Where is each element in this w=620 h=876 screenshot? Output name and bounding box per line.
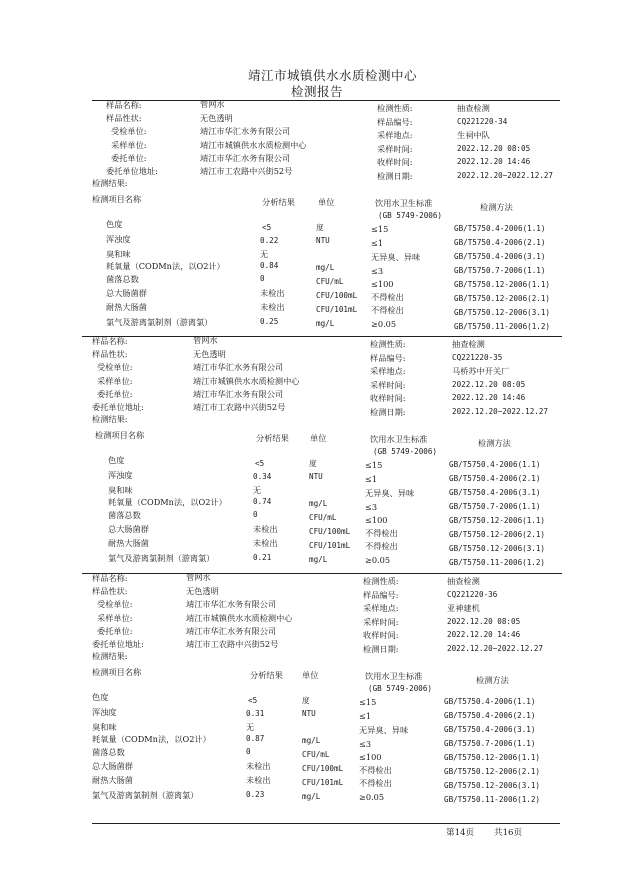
item-result: 未检出 xyxy=(260,302,285,312)
item-unit: NTU xyxy=(316,236,330,245)
item-unit: NTU xyxy=(302,709,316,718)
value-sampling-site: 马桥苏中开关厂 xyxy=(452,366,510,377)
item-standard: ≥0.05 xyxy=(359,792,385,802)
col-header-unit: 单位 xyxy=(318,197,335,207)
item-unit: CFU/100mL xyxy=(316,291,358,300)
item-unit: mg/L xyxy=(316,263,335,272)
value-sampling-time: 2022.12.20 08:05 xyxy=(452,379,526,389)
item-unit: CFU/mL xyxy=(309,513,337,522)
value-entrusting-address: 靖江市工农路中兴街52号 xyxy=(200,166,293,176)
col-header-method: 检测方法 xyxy=(480,202,513,212)
value-sampling-unit: 靖江市城镇供水水质检测中心 xyxy=(186,612,293,623)
label-sampling-time: 采样时间: xyxy=(363,616,399,627)
label-sample-no: 样品编号: xyxy=(377,116,413,127)
item-standard: ≤100 xyxy=(365,515,388,525)
item-result: <5 xyxy=(262,223,272,232)
col-header-method: 检测方法 xyxy=(476,675,509,685)
value-test-date: 2022.12.20~2022.12.27 xyxy=(457,171,554,180)
item-unit: CFU/101mL xyxy=(302,778,344,787)
label-entrusting-address: 委托单位地址: xyxy=(106,166,158,176)
footer-rule xyxy=(92,823,560,824)
label-sample-no: 样品编号: xyxy=(370,352,406,363)
item-method: GB/T5750.4-2006(1.1) xyxy=(449,460,541,469)
item-result: 未检出 xyxy=(253,524,278,534)
value-receiving-time: 2022.12.20 14:46 xyxy=(457,157,531,167)
item-method: GB/T5750.12-2006(2.1) xyxy=(444,767,541,776)
item-method: GB/T5750.4-2006(1.1) xyxy=(454,224,546,233)
item-unit: CFU/mL xyxy=(302,750,330,759)
item-standard: 无异臭、异味 xyxy=(359,725,409,735)
item-name: 氯气及游离氯制剂（游离氯） xyxy=(106,317,213,327)
value-inspection-nature: 抽查检测 xyxy=(447,576,480,586)
item-standard: ≥0.05 xyxy=(371,319,397,329)
label-sampling-time: 采样时间: xyxy=(377,143,413,154)
item-method: GB/T5750.11-2006(1.2) xyxy=(444,795,541,804)
label-receiving-time: 收样时间: xyxy=(370,393,406,404)
label-inspected-unit: 受检单位: xyxy=(111,126,147,137)
item-name: 浑浊度 xyxy=(108,470,133,480)
item-name: 耗氧量（CODMn法，以O2计） xyxy=(108,497,227,507)
item-result: <5 xyxy=(248,696,258,705)
item-unit: mg/L xyxy=(316,319,335,328)
item-standard: ≤3 xyxy=(371,266,384,276)
value-sampling-time: 2022.12.20 08:05 xyxy=(457,143,531,153)
item-name: 菌落总数 xyxy=(106,274,139,284)
item-standard: 不得检出 xyxy=(365,528,398,538)
value-sample-no: CQ221220-36 xyxy=(447,589,498,599)
item-standard: 无异臭、异味 xyxy=(365,488,415,498)
value-entrusting-unit: 靖江市华汇水务有限公司 xyxy=(200,152,291,163)
item-name: 总大肠菌群 xyxy=(108,524,149,534)
item-method: GB/T5750.4-2006(3.1) xyxy=(454,252,546,261)
item-name: 耐热大肠菌 xyxy=(92,775,133,785)
item-method: GB/T5750.4-2006(3.1) xyxy=(444,725,536,734)
item-unit: CFU/101mL xyxy=(309,541,351,550)
value-sampling-site: 亚神建机 xyxy=(447,603,480,614)
item-result: 无 xyxy=(260,249,269,259)
item-standard: ≤100 xyxy=(371,279,394,289)
item-result: 0.21 xyxy=(253,553,272,562)
item-result: 0.87 xyxy=(246,734,265,743)
item-unit: 度 xyxy=(302,696,310,705)
value-sampling-site: 生祠中队 xyxy=(457,130,490,141)
label-test-date: 检测日期: xyxy=(377,171,413,181)
item-standard: ≤3 xyxy=(359,739,372,749)
item-result: 0.31 xyxy=(246,709,265,718)
item-result: 未检出 xyxy=(246,775,271,785)
header-rule xyxy=(92,100,560,101)
item-method: GB/T5750.12-2006(2.1) xyxy=(454,294,551,303)
col-header-standard: 饮用水卫生标准 xyxy=(375,198,433,208)
item-method: GB/T5750.12-2006(1.1) xyxy=(444,753,541,762)
label-results: 检测结果: xyxy=(92,178,128,188)
value-entrusting-address: 靖江市工农路中兴街52号 xyxy=(193,402,286,412)
label-sample-nature: 样品性状: xyxy=(106,113,142,124)
label-sampling-site: 采样地点: xyxy=(377,130,413,141)
label-test-date: 检测日期: xyxy=(363,644,399,654)
item-result: 0.84 xyxy=(260,261,279,270)
col-header-item: 检测项目名称 xyxy=(95,430,145,440)
item-result: 0 xyxy=(246,747,251,756)
item-method: GB/T5750.12-2006(2.1) xyxy=(449,530,546,539)
item-standard: ≥0.05 xyxy=(365,555,391,565)
item-method: GB/T5750.4-2006(2.1) xyxy=(444,711,536,720)
value-test-date: 2022.12.20~2022.12.27 xyxy=(447,644,544,653)
item-name: 色度 xyxy=(108,455,125,465)
page-number: 第14页 xyxy=(446,828,475,838)
item-result: 无 xyxy=(253,485,262,495)
item-method: GB/T5750.12-2006(1.1) xyxy=(449,516,546,525)
block-divider xyxy=(82,573,562,574)
item-unit: CFU/mL xyxy=(316,277,344,286)
value-inspected-unit: 靖江市华汇水务有限公司 xyxy=(200,126,291,137)
item-method: GB/T5750.11-2006(1.2) xyxy=(449,558,546,567)
value-entrusting-address: 靖江市工农路中兴街52号 xyxy=(186,639,279,649)
item-method: GB/T5750.7-2006(1.1) xyxy=(454,266,546,275)
item-name: 臭和味 xyxy=(106,249,131,259)
item-name: 色度 xyxy=(106,219,123,229)
label-sample-name: 样品名称: xyxy=(106,100,142,110)
item-standard: 不得检出 xyxy=(365,541,398,551)
value-sample-nature: 无色透明 xyxy=(200,113,233,124)
value-entrusting-unit: 靖江市华汇水务有限公司 xyxy=(193,388,284,399)
item-method: GB/T5750.7-2006(1.1) xyxy=(449,502,541,511)
item-result: 未检出 xyxy=(253,538,278,548)
item-standard: 无异臭、异味 xyxy=(371,252,421,262)
item-result: 无 xyxy=(246,722,255,732)
value-sampling-unit: 靖江市城镇供水水质检测中心 xyxy=(193,375,300,386)
value-entrusting-unit: 靖江市华汇水务有限公司 xyxy=(186,625,277,636)
item-standard: ≤1 xyxy=(365,474,378,484)
label-sampling-unit: 采样单位: xyxy=(97,375,133,386)
col-header-unit: 单位 xyxy=(310,433,327,443)
item-name: 总大肠菌群 xyxy=(92,761,133,771)
item-standard: ≤100 xyxy=(359,752,382,762)
item-standard: ≤3 xyxy=(365,502,378,512)
value-inspected-unit: 靖江市华汇水务有限公司 xyxy=(186,599,277,610)
label-inspected-unit: 受检单位: xyxy=(97,362,133,373)
label-sampling-site: 采样地点: xyxy=(370,366,406,377)
item-method: GB/T5750.4-2006(1.1) xyxy=(444,697,536,706)
value-receiving-time: 2022.12.20 14:46 xyxy=(452,393,526,403)
item-result: 0.34 xyxy=(253,472,272,481)
col-header-standard-ref: (GB 5749-2006) xyxy=(373,447,438,456)
item-result: 0.23 xyxy=(246,790,265,799)
label-entrusting-unit: 委托单位: xyxy=(97,625,133,636)
label-sample-name: 样品名称: xyxy=(92,336,128,346)
value-inspection-nature: 抽查检测 xyxy=(457,103,490,113)
label-sample-nature: 样品性状: xyxy=(92,586,128,597)
label-receiving-time: 收样时间: xyxy=(363,630,399,641)
item-name: 臭和味 xyxy=(108,485,133,495)
item-method: GB/T5750.4-2006(2.1) xyxy=(454,238,546,247)
item-name: 总大肠菌群 xyxy=(106,288,147,298)
item-unit: CFU/100mL xyxy=(302,764,344,773)
item-unit: 度 xyxy=(309,459,317,468)
item-unit: mg/L xyxy=(309,555,328,564)
label-inspection-nature: 检测性质: xyxy=(363,576,399,586)
col-header-method: 检测方法 xyxy=(478,438,511,448)
col-header-standard-ref: (GB 5749-2006) xyxy=(378,211,443,220)
item-unit: mg/L xyxy=(302,792,321,801)
item-name: 臭和味 xyxy=(92,722,117,732)
col-header-item: 检测项目名称 xyxy=(92,194,142,204)
label-sampling-time: 采样时间: xyxy=(370,379,406,390)
item-name: 氯气及游离氯制剂（游离氯） xyxy=(108,553,215,563)
label-receiving-time: 收样时间: xyxy=(377,157,413,168)
value-sampling-unit: 靖江市城镇供水水质检测中心 xyxy=(200,139,307,150)
label-entrusting-unit: 委托单位: xyxy=(97,388,133,399)
value-receiving-time: 2022.12.20 14:46 xyxy=(447,630,521,640)
item-standard: 不得检出 xyxy=(359,778,392,788)
item-result: <5 xyxy=(255,459,265,468)
item-result: 0 xyxy=(260,274,265,283)
item-name: 耗氧量（CODMn法，以O2计） xyxy=(92,734,211,744)
label-sample-nature: 样品性状: xyxy=(92,349,128,360)
label-sampling-site: 采样地点: xyxy=(363,603,399,614)
item-unit: mg/L xyxy=(302,736,321,745)
report-title: 靖江市城镇供水水质检测中心 xyxy=(248,68,418,83)
item-method: GB/T5750.12-2006(3.1) xyxy=(449,544,546,553)
label-sampling-unit: 采样单位: xyxy=(97,612,133,623)
item-method: GB/T5750.12-2006(3.1) xyxy=(454,308,551,317)
item-method: GB/T5750.4-2006(2.1) xyxy=(449,474,541,483)
page-total: 共16页 xyxy=(494,828,523,838)
value-sample-name: 管网水 xyxy=(193,335,218,345)
value-sample-no: CQ221220-35 xyxy=(452,352,503,362)
item-name: 耗氧量（CODMn法，以O2计） xyxy=(106,261,225,271)
label-inspected-unit: 受检单位: xyxy=(97,599,133,610)
item-unit: mg/L xyxy=(309,499,328,508)
label-sample-no: 样品编号: xyxy=(363,589,399,600)
item-name: 耐热大肠菌 xyxy=(106,302,147,312)
item-name: 耐热大肠菌 xyxy=(108,538,149,548)
col-header-item: 检测项目名称 xyxy=(92,667,142,677)
item-name: 浑浊度 xyxy=(92,707,117,717)
value-inspection-nature: 抽查检测 xyxy=(452,339,485,349)
value-inspected-unit: 靖江市华汇水务有限公司 xyxy=(193,362,284,373)
item-name: 氯气及游离氯制剂（游离氯） xyxy=(92,790,199,800)
item-name: 菌落总数 xyxy=(92,747,125,757)
item-standard: ≤1 xyxy=(359,711,372,721)
item-unit: 度 xyxy=(316,223,324,232)
col-header-unit: 单位 xyxy=(302,670,319,680)
label-test-date: 检测日期: xyxy=(370,407,406,417)
item-unit: NTU xyxy=(309,472,323,481)
item-unit: CFU/101mL xyxy=(316,305,358,314)
col-header-standard-ref: (GB 5749-2006) xyxy=(368,684,433,693)
col-header-standard: 饮用水卫生标准 xyxy=(365,671,423,681)
label-inspection-nature: 检测性质: xyxy=(377,103,413,113)
item-unit: CFU/100mL xyxy=(309,527,351,536)
item-result: 0.25 xyxy=(260,317,279,326)
label-results: 检测结果: xyxy=(92,414,128,424)
label-sample-name: 样品名称: xyxy=(92,573,128,583)
item-name: 浑浊度 xyxy=(106,234,131,244)
col-header-result: 分析结果 xyxy=(262,197,295,207)
item-standard: ≤15 xyxy=(365,460,383,470)
label-inspection-nature: 检测性质: xyxy=(370,339,406,349)
label-entrusting-address: 委托单位地址: xyxy=(92,639,144,649)
value-sample-name: 管网水 xyxy=(200,99,225,109)
item-name: 色度 xyxy=(92,692,109,702)
label-sampling-unit: 采样单位: xyxy=(111,139,147,150)
item-method: GB/T5750.11-2006(1.2) xyxy=(454,322,551,331)
value-sample-name: 管网水 xyxy=(186,572,211,582)
label-entrusting-address: 委托单位地址: xyxy=(92,402,144,412)
item-method: GB/T5750.7-2006(1.1) xyxy=(444,739,536,748)
item-method: GB/T5750.12-2006(1.1) xyxy=(454,280,551,289)
item-result: 未检出 xyxy=(260,288,285,298)
value-sample-nature: 无色透明 xyxy=(193,349,226,360)
item-method: GB/T5750.12-2006(3.1) xyxy=(444,781,541,790)
value-sample-nature: 无色透明 xyxy=(186,586,219,597)
block-divider xyxy=(82,336,562,337)
item-standard: 不得检出 xyxy=(371,292,404,302)
col-header-result: 分析结果 xyxy=(256,433,289,443)
col-header-standard: 饮用水卫生标准 xyxy=(370,434,428,444)
col-header-result: 分析结果 xyxy=(250,670,283,680)
item-name: 菌落总数 xyxy=(108,510,141,520)
item-standard: ≤15 xyxy=(359,697,377,707)
item-standard: ≤1 xyxy=(371,238,384,248)
value-sample-no: CQ221220-34 xyxy=(457,116,508,126)
item-result: 0 xyxy=(253,510,258,519)
report-subtitle: 检测报告 xyxy=(291,84,344,99)
item-standard: 不得检出 xyxy=(371,305,404,315)
label-results: 检测结果: xyxy=(92,651,128,661)
label-entrusting-unit: 委托单位: xyxy=(111,152,147,163)
item-result: 未检出 xyxy=(246,761,271,771)
item-result: 0.74 xyxy=(253,497,272,506)
item-result: 0.22 xyxy=(260,236,279,245)
value-test-date: 2022.12.20~2022.12.27 xyxy=(452,407,549,416)
value-sampling-time: 2022.12.20 08:05 xyxy=(447,616,521,626)
item-standard: ≤15 xyxy=(371,224,389,234)
item-method: GB/T5750.4-2006(3.1) xyxy=(449,488,541,497)
item-standard: 不得检出 xyxy=(359,765,392,775)
